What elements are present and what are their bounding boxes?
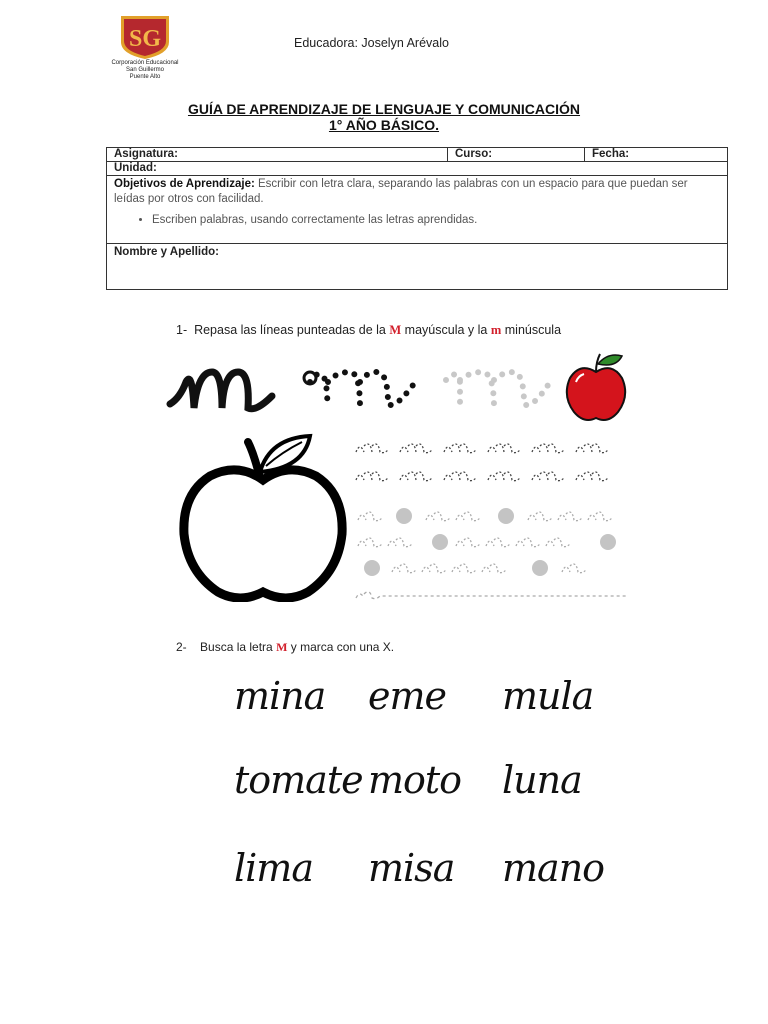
word-item[interactable]: misa xyxy=(368,846,455,890)
word-item[interactable]: tomate xyxy=(234,758,363,802)
logo-text-1: Corporación Educacional xyxy=(111,60,179,66)
m-tracing-row xyxy=(160,352,640,424)
educadora-name: Educadora: Joselyn Arévalo xyxy=(294,36,449,50)
apple-outline-icon xyxy=(178,432,348,602)
objetivos-text: Escribir con letra clara, separando las palabras con un espacio para que puedan ser leídas por otros con facilidad. xyxy=(114,178,688,205)
word-item[interactable]: lima xyxy=(234,846,313,890)
grade-title: 1° AÑO BÁSICO. xyxy=(328,117,440,133)
guide-title: GUÍA DE APRENDIZAJE DE LENGUAJE Y COMUNICACIÓN xyxy=(187,101,581,117)
curso-cell[interactable]: Curso: xyxy=(448,148,585,162)
logo-letters: SG xyxy=(128,26,162,52)
grey-dotted-m-icon xyxy=(446,372,550,408)
objetivos-cell: Objetivos de Aprendizaje: Escribir con letra clara, separando las palabras con un espacio para que puedan ser leídas por otros con facilidad. • Escriben palabras, usando correctamente las letras aprendidas. xyxy=(107,176,728,244)
nombre-cell[interactable]: Nombre y Apellido: xyxy=(107,244,728,290)
word-item[interactable]: mula xyxy=(502,674,594,718)
dotted-m-icon xyxy=(310,372,418,408)
school-logo xyxy=(100,14,190,81)
unidad-cell[interactable]: Unidad: xyxy=(107,162,728,176)
logo-text-3: Puente Alto xyxy=(129,74,161,80)
asignatura-cell[interactable]: Asignatura: xyxy=(107,148,448,162)
objetivo-bullet: • Escriben palabras, usando correctamente las letras aprendidas. xyxy=(152,213,720,227)
logo-text-2: San Guillermo xyxy=(125,67,164,73)
word-item[interactable]: mano xyxy=(502,846,605,890)
exercise-2-instruction: 2- Busca la letra M y marca con una X. xyxy=(176,640,395,654)
exercise-1-instruction: 1- Repasa las líneas punteadas de la M mayúscula y la m minúscula xyxy=(176,323,562,337)
word-item[interactable]: mina xyxy=(234,674,326,718)
word-item[interactable]: luna xyxy=(502,758,582,802)
red-apple-icon xyxy=(567,354,625,420)
fecha-cell[interactable]: Fecha: xyxy=(585,148,728,162)
word-item[interactable]: eme xyxy=(368,674,447,718)
shield-icon xyxy=(119,14,171,60)
solid-m-icon xyxy=(170,372,272,409)
m-practice-grid xyxy=(352,436,632,606)
info-table xyxy=(106,147,728,290)
word-item[interactable]: moto xyxy=(368,758,462,802)
